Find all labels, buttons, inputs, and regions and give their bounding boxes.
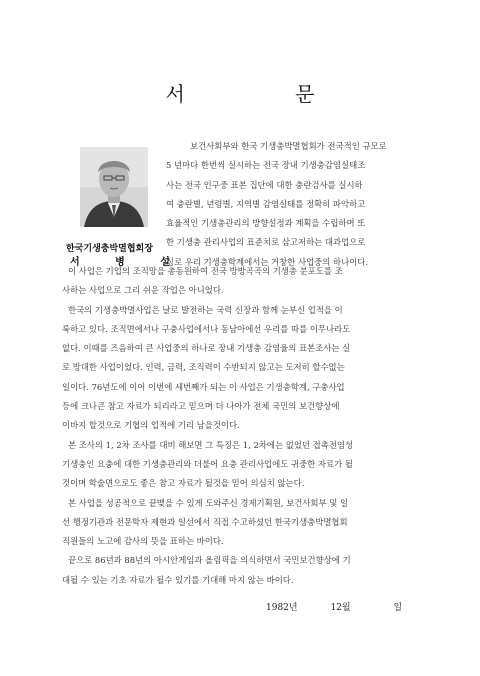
text-line: 본 사업을 성공적으로 끝맺을 수 있게 도와주신 경제기획원, 보건사회부 및 일 [68, 497, 349, 508]
text-line: 한 기생충 관리사업의 표준치로 삼고저하는 대과업으로 [166, 237, 366, 248]
page-title: 서 문 [165, 82, 367, 106]
preface-body [62, 262, 450, 590]
text-line: 이 사업은 기업의 조직망을 총동원하여 전국 방방곡곡의 기생충 분포도를 조 [68, 266, 343, 276]
author-name: 서 병 설 [70, 257, 186, 268]
text-line: 기생충인 요충에 대한 기생충관리와 더불어 요충 관리사업에도 귀중한 자료가 될 [62, 458, 353, 469]
text-line: 등에 크나큰 참고 자료가 되리라고 믿으며 더 나아가 전체 국민의 보건향상에 [62, 401, 340, 412]
date-line [266, 600, 466, 613]
text-line: 없다. 이때를 즈음하여 큰 사업중의 하나로 장내 기생충 감염율의 표본조사는 실 [62, 343, 351, 354]
date-year: 1982년 [266, 603, 298, 613]
text-line: 끝으로 86년과 88년의 아시안게임과 올림픽을 의식하면서 국민보건향상에 기 [68, 555, 351, 566]
text-line: 로 방대한 사업이었다. 인력, 금력, 조직력이 수반되지 않고는 도저히 할수없는 [62, 362, 345, 373]
text-line: 여 충란별, 년령별, 지역별 감염실태를 정확히 파악하고 [166, 198, 366, 209]
preface-right-column [166, 137, 450, 272]
author-portrait-photo [80, 147, 148, 227]
text-line: 싱로 우리 기생충학계에서는 거창한 사업중의 하나이다. [166, 256, 369, 267]
text-line: 본 조사의 1, 2차 조사를 대비 해보면 그 특징은 1, 2차에는 없었던 접촉전염성 [68, 439, 354, 450]
text-line: 한국의 기생충박멸사업은 날로 발전하는 국력 신장과 함께 눈부신 업적을 이 [68, 304, 343, 315]
text-line: 대될 수 있는 기초 자료가 될수 있기를 기대해 마지 않는 바이다. [62, 574, 294, 585]
date-day: 일 [393, 603, 403, 613]
portrait-illustration [80, 147, 148, 227]
text-line: 선 행정기관과 전문학자 제현과 일선에서 직접 수고하셨던 한국기생충박멸협회 [62, 516, 348, 527]
text-line: 보건사회부와 한국 기생충박멸협회가 전국적인 규모로 [190, 141, 387, 151]
text-line: 이바지 할것으로 기협의 업적에 기리 남을것이다. [62, 420, 240, 431]
author-organization: 한국기생충박멸협회장 [66, 244, 153, 254]
text-line: 것이며 학술면으로도 좋은 참고 자료가 될것을 믿어 의심치 않는다. [62, 478, 305, 489]
text-line: 5 년마다 한번씩 실시하는 전국 장내 기생충감염실태조 [166, 160, 366, 171]
text-line: 일이다. 76년도에 이어 이번에 세번째가 되는 이 사업은 기생충학계, 구충사업 [62, 381, 345, 392]
text-line: 직원들의 노고에 감사의 뜻을 표하는 바이다. [62, 536, 224, 547]
text-line: 사는 전국 인구중 표본 집단에 대한 충란검사를 실시하 [166, 179, 363, 190]
text-line: 사하는 사업으로 그리 쉬운 작업은 아니었다. [62, 285, 224, 296]
text-line: 효율적인 기생충관리의 방향설정과 계획을 수립하며 또 [166, 218, 366, 229]
text-line: 룩하고 있다. 조직면에서나 구충사업에서나 동남아에선 우리를 따를 이무나라도 [62, 323, 351, 334]
date-month: 12월 [330, 603, 351, 613]
